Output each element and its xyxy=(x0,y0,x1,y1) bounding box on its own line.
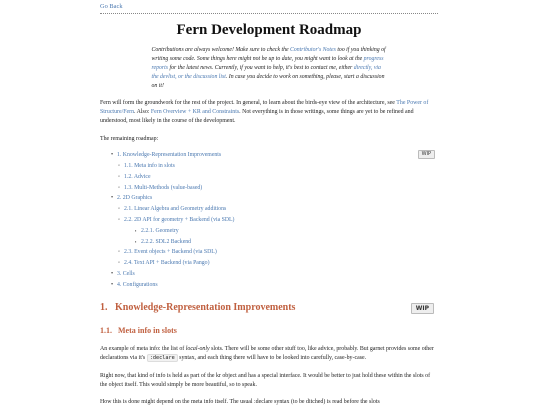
body-paragraph-3: How this is done might depend on the meta info itself. The usual :declare syntax (to be ditched) is read before the slots xyxy=(100,399,380,406)
divider xyxy=(100,13,438,14)
toc-item-meta-info[interactable]: 1.1. Meta info in slots xyxy=(124,163,175,170)
subsection-heading-meta-info: 1.1. Meta info in slots xyxy=(100,325,177,335)
progress-reports-link[interactable]: progress reports xyxy=(151,55,384,71)
toc-item-text-api[interactable]: 2.4. Text API + Backend (via Pango) xyxy=(124,260,210,267)
page-title: Fern Development Roadmap xyxy=(176,21,362,38)
body-text-1: An example of meta info: the list of xyxy=(100,345,186,352)
toc-item-configurations[interactable]: 4. Configurations xyxy=(117,281,158,288)
toc-item-event-objects[interactable]: 2.3. Event objects + Backend (via SDL) xyxy=(124,249,217,256)
toc-item-kr-improvements[interactable]: 1. Knowledge-Representation Improvements xyxy=(117,152,222,159)
overview-text-3: . Not everything is in those writings, some things are yet to be refined and understood, most likely in the course of the development. xyxy=(100,108,414,125)
body-paragraph-2: Right now, that kind of info is held as part of the kr object and has a special interface. It would be better to just hold these within the slots of the object itself. This would simply be more beautiful, so to speak. xyxy=(100,372,431,388)
contributors-notes-link[interactable]: Contributor's Notes xyxy=(290,46,336,53)
section-title: 1. Knowledge-Representation Improvements xyxy=(100,301,296,313)
roadmap-intro: The remaining roadmap: xyxy=(100,135,159,142)
intro-text-1: Contributions are always welcome! Make sure to check the xyxy=(151,46,291,53)
toc-item-sdl2-backend[interactable]: 2.2.2. SDL2 Backend xyxy=(141,238,192,245)
toc-item-2d-api[interactable]: 2.2. 2D API for geometry + Backend (via SDL) xyxy=(124,217,235,224)
intro-note xyxy=(152,46,387,91)
fern-overview-link[interactable]: Fern Overview + KR and Constraints xyxy=(150,108,240,115)
toc-item-multi-methods[interactable]: 1.3. Multi-Methods (value-based) xyxy=(124,184,203,191)
overview-text-2: . Also: xyxy=(134,108,151,115)
overview-paragraph xyxy=(100,99,438,127)
table-of-contents xyxy=(100,150,438,290)
toc-item-advice[interactable]: 1.2. Advice xyxy=(124,173,151,180)
toc-item-geometry[interactable]: 2.2.1. Geometry xyxy=(141,227,179,234)
intro-text-3: for the latest news. Currently, if you want to help, it's best to contact me, either xyxy=(168,64,354,71)
power-of-structure-link[interactable]: The Power of Structure/Fern xyxy=(100,99,429,115)
body-text-2: slots. There will be some other stuff too, like advice, probably. But garnet provides some other declarations via it's xyxy=(100,345,434,362)
intro-text-4: . In case you decide to work on something, please, start a discussion on it! xyxy=(151,73,385,89)
body-emphasis: local-only xyxy=(185,345,210,352)
toc-item-2d-graphics[interactable]: 2. 2D Graphics xyxy=(117,195,153,202)
declare-code: :declare xyxy=(147,354,178,362)
intro-text-2: too if you thinking of writing some code. Some things here might not be up to date, you might want to look at the xyxy=(151,46,386,62)
body-paragraph-1 xyxy=(100,345,438,364)
go-back-link[interactable]: Go Back xyxy=(100,3,123,10)
toc-item-linear-algebra[interactable]: 2.1. Linear Algebra and Geometry additions xyxy=(124,206,227,213)
section-heading-kr xyxy=(100,301,438,315)
wip-badge: WIP xyxy=(418,150,435,159)
overview-text-1: Fern will form the groundwork for the rest of the project. In general, to learn about the birds-eye view of the architecture, see xyxy=(100,99,397,106)
body-text-3: syntax, and each thing there will have to be looked into carefully, case-by-case. xyxy=(177,355,367,362)
wip-badge: WIP xyxy=(411,303,434,314)
contact-link[interactable]: directly, via the devlist, or the discussion list xyxy=(151,64,381,80)
page-content xyxy=(100,0,438,408)
toc-item-cells[interactable]: 3. Cells xyxy=(117,271,135,278)
